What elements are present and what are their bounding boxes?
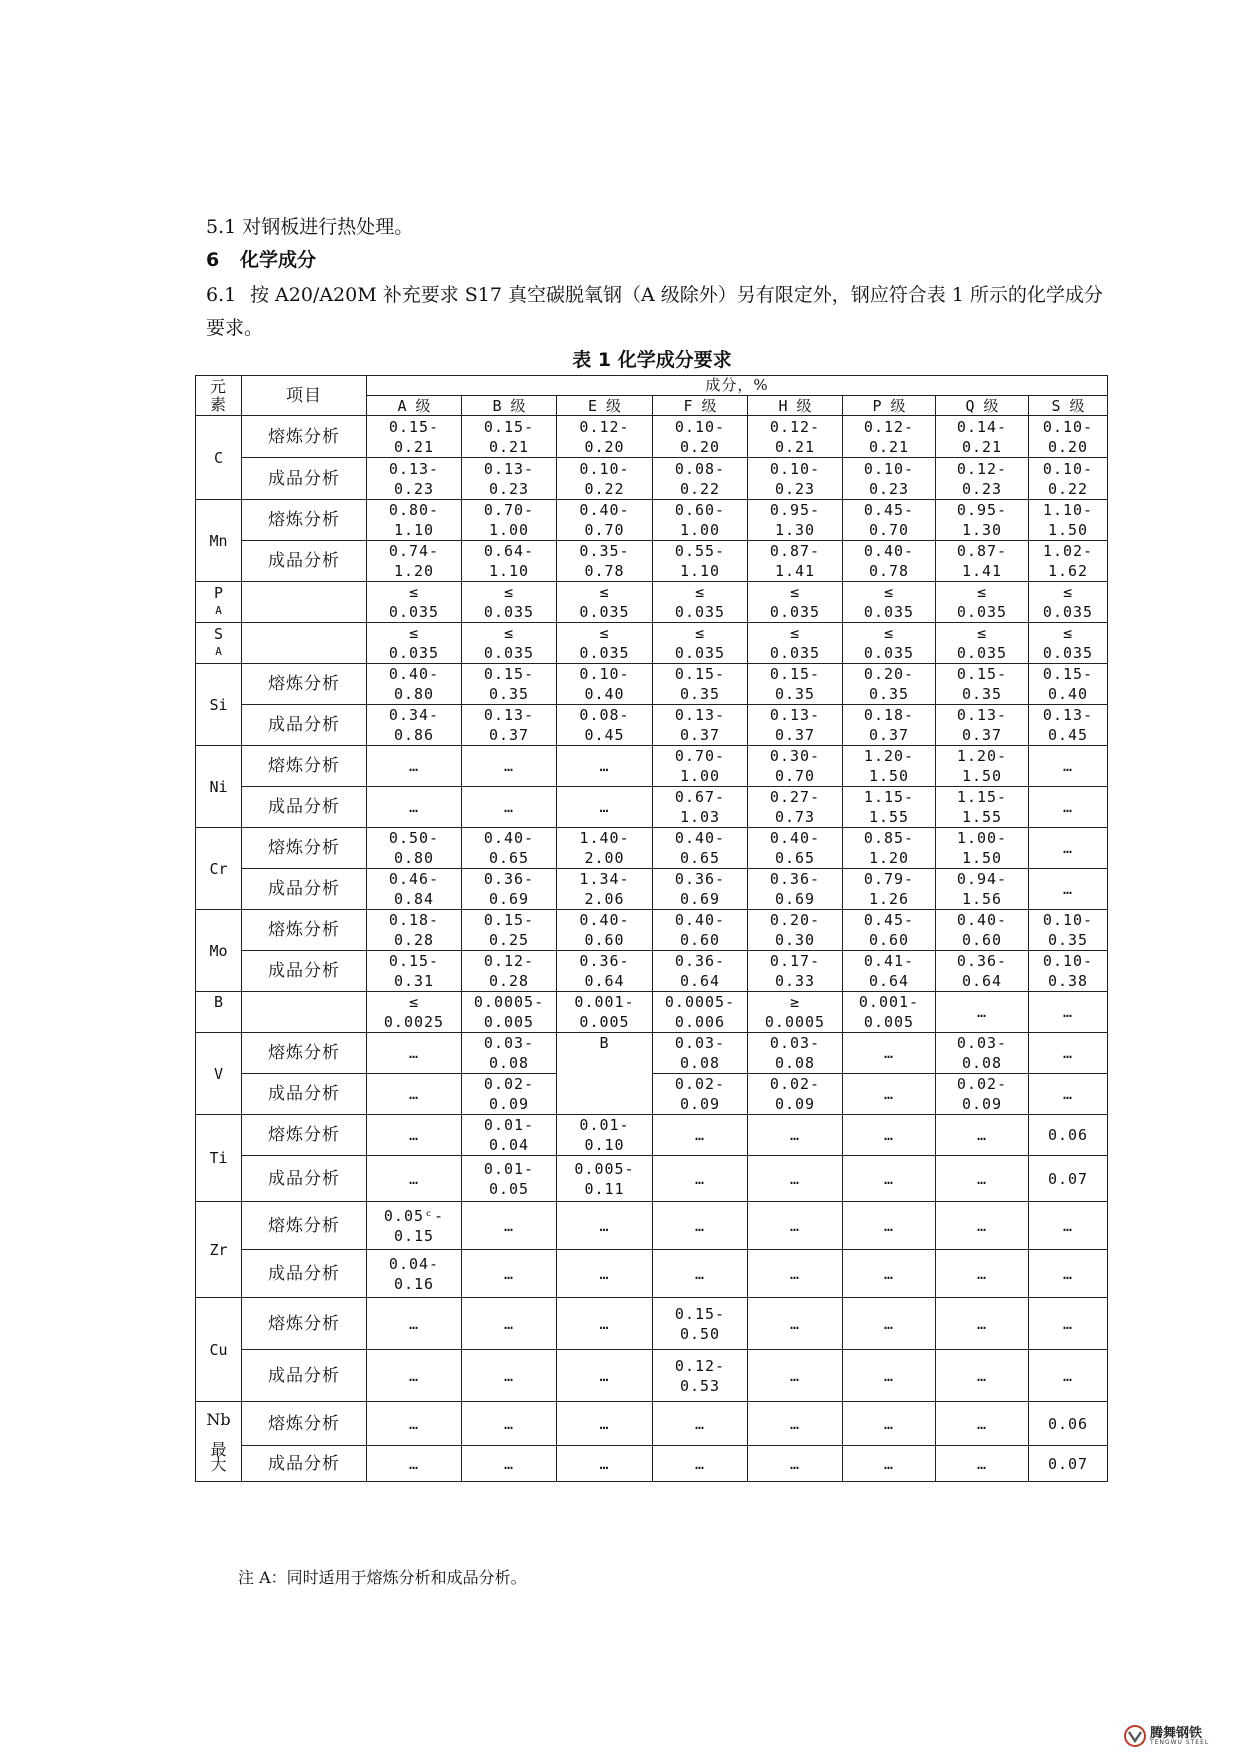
table-row bbox=[196, 992, 1108, 1033]
composition-value: 0.95- 1.30 bbox=[748, 500, 843, 541]
paragraph-6-1 bbox=[206, 279, 1106, 345]
composition-value: 0.005- 0.11 bbox=[557, 1156, 653, 1202]
paragraph-text: 按 A20/A20M 补充要求 S17 真空碳脱氧钢（A 级除外）另有限定外，钢应符合表 1 所示的化学成分要求。 bbox=[206, 284, 1103, 339]
composition-value: … bbox=[748, 1250, 843, 1298]
product-analysis-label: 成品分析 bbox=[242, 1350, 367, 1402]
composition-value: 0.41- 0.64 bbox=[843, 951, 936, 992]
composition-value: 0.12- 0.21 bbox=[748, 416, 843, 458]
composition-value: … bbox=[1029, 746, 1108, 787]
heat-analysis-label: 熔炼分析 bbox=[242, 1202, 367, 1250]
composition-value: … bbox=[748, 1446, 843, 1482]
composition-value: 0.15- 0.25 bbox=[462, 910, 557, 951]
composition-value: 0.02- 0.09 bbox=[462, 1074, 557, 1115]
composition-value: 0.79- 1.26 bbox=[843, 869, 936, 910]
composition-value: ≤ 0.035 bbox=[367, 623, 462, 664]
table-row bbox=[196, 1033, 1108, 1074]
element-symbol: Zr bbox=[196, 1202, 242, 1298]
composition-value: … bbox=[936, 1446, 1029, 1482]
section-title: 化学成分 bbox=[240, 249, 317, 271]
composition-value: … bbox=[843, 1402, 936, 1446]
composition-value: 0.08- 0.45 bbox=[557, 705, 653, 746]
composition-value: 0.01- 0.10 bbox=[557, 1115, 653, 1156]
element-symbol: Cu bbox=[196, 1298, 242, 1402]
composition-value: 0.001- 0.005 bbox=[843, 992, 936, 1033]
composition-value: … bbox=[367, 1033, 462, 1074]
composition-value: … bbox=[748, 1156, 843, 1202]
composition-value: 0.13- 0.37 bbox=[748, 705, 843, 746]
element-symbol: B bbox=[196, 992, 242, 1033]
composition-value: 0.40- 0.80 bbox=[367, 664, 462, 705]
header-grade: F 级 bbox=[653, 396, 748, 416]
composition-value: 0.15- 0.35 bbox=[936, 664, 1029, 705]
heat-analysis-label: 熔炼分析 bbox=[242, 416, 367, 458]
composition-value: 0.55- 1.10 bbox=[653, 541, 748, 582]
composition-value: 0.40- 0.60 bbox=[653, 910, 748, 951]
composition-value: 0.10- 0.23 bbox=[748, 458, 843, 500]
composition-value: … bbox=[462, 1402, 557, 1446]
composition-value: 0.10- 0.22 bbox=[557, 458, 653, 500]
composition-value: 0.15- 0.21 bbox=[462, 416, 557, 458]
table-header bbox=[196, 376, 1108, 416]
composition-value: 0.30- 0.70 bbox=[748, 746, 843, 787]
composition-value: 0.13- 0.23 bbox=[367, 458, 462, 500]
composition-value: 0.60- 1.00 bbox=[653, 500, 748, 541]
composition-value: … bbox=[843, 1250, 936, 1298]
product-analysis-label: 成品分析 bbox=[242, 705, 367, 746]
logo-chinese-name: 腾舞钢铁 bbox=[1150, 1725, 1203, 1741]
composition-value: B bbox=[557, 1033, 653, 1115]
heat-analysis-label: 熔炼分析 bbox=[242, 910, 367, 951]
composition-value: … bbox=[936, 1156, 1029, 1202]
composition-value: 0.12- 0.53 bbox=[653, 1350, 748, 1402]
composition-value: ≤ 0.035 bbox=[843, 582, 936, 623]
composition-value: 0.36- 0.69 bbox=[748, 869, 843, 910]
composition-value: 0.70- 1.00 bbox=[462, 500, 557, 541]
composition-value: 0.45- 0.70 bbox=[843, 500, 936, 541]
composition-value: 0.36- 0.69 bbox=[653, 869, 748, 910]
table-row bbox=[196, 746, 1108, 787]
product-analysis-label: 成品分析 bbox=[242, 1156, 367, 1202]
composition-value: 0.06 bbox=[1029, 1115, 1108, 1156]
header-composition: 成分，% bbox=[367, 376, 1108, 396]
composition-value: … bbox=[367, 1446, 462, 1482]
composition-value: 0.04- 0.16 bbox=[367, 1250, 462, 1298]
element-symbol: Cr bbox=[196, 828, 242, 910]
composition-value: … bbox=[557, 1202, 653, 1250]
table-row bbox=[196, 623, 1108, 664]
header-grade: E 级 bbox=[557, 396, 653, 416]
composition-value: … bbox=[462, 1298, 557, 1350]
composition-value: … bbox=[843, 1446, 936, 1482]
composition-value: ≤ 0.035 bbox=[653, 582, 748, 623]
composition-value: … bbox=[748, 1202, 843, 1250]
composition-value: 0.35- 0.78 bbox=[557, 541, 653, 582]
footnote-marker: A bbox=[215, 604, 222, 617]
header-grade: Q 级 bbox=[936, 396, 1029, 416]
composition-value: … bbox=[748, 1402, 843, 1446]
product-analysis-label: 成品分析 bbox=[242, 951, 367, 992]
heat-analysis-label: 熔炼分析 bbox=[242, 746, 367, 787]
composition-value: … bbox=[936, 1298, 1029, 1350]
composition-value: 0.10- 0.22 bbox=[1029, 458, 1108, 500]
composition-value: … bbox=[653, 1115, 748, 1156]
table-row bbox=[196, 416, 1108, 458]
composition-value: … bbox=[936, 1202, 1029, 1250]
composition-value: … bbox=[748, 1298, 843, 1350]
composition-value: 1.20- 1.50 bbox=[936, 746, 1029, 787]
composition-value: … bbox=[843, 1350, 936, 1402]
composition-value: ≤ 0.035 bbox=[557, 582, 653, 623]
header-grade: S 级 bbox=[1029, 396, 1108, 416]
composition-value: … bbox=[936, 1115, 1029, 1156]
composition-value: … bbox=[1029, 787, 1108, 828]
composition-value: 0.13- 0.37 bbox=[653, 705, 748, 746]
element-symbol: C bbox=[196, 416, 242, 500]
composition-value: … bbox=[367, 1402, 462, 1446]
composition-value: … bbox=[653, 1156, 748, 1202]
element-symbol: Nb 最 大 bbox=[196, 1402, 242, 1482]
composition-value: 0.03- 0.08 bbox=[653, 1033, 748, 1074]
composition-value: 0.02- 0.09 bbox=[653, 1074, 748, 1115]
composition-value: … bbox=[462, 1446, 557, 1482]
composition-value: … bbox=[1029, 1033, 1108, 1074]
product-analysis-label: 成品分析 bbox=[242, 1250, 367, 1298]
composition-value: … bbox=[367, 1156, 462, 1202]
composition-value: 0.74- 1.20 bbox=[367, 541, 462, 582]
composition-value: … bbox=[367, 1074, 462, 1115]
header-grade: B 级 bbox=[462, 396, 557, 416]
paragraph-5-1: 5.1 对钢板进行热处理。 bbox=[206, 216, 414, 238]
table-row bbox=[196, 787, 1108, 828]
composition-value: … bbox=[557, 1350, 653, 1402]
composition-value: 0.34- 0.86 bbox=[367, 705, 462, 746]
table-row bbox=[196, 458, 1108, 500]
composition-value: 0.20- 0.30 bbox=[748, 910, 843, 951]
composition-value: … bbox=[748, 1350, 843, 1402]
composition-value: … bbox=[557, 746, 653, 787]
heat-analysis-label: 熔炼分析 bbox=[242, 1033, 367, 1074]
table-row bbox=[196, 1402, 1108, 1446]
composition-value: 0.87- 1.41 bbox=[748, 541, 843, 582]
composition-value: 0.15- 0.21 bbox=[367, 416, 462, 458]
element-symbol: Ni bbox=[196, 746, 242, 828]
table-row bbox=[196, 1350, 1108, 1402]
composition-value: 0.05ᶜ- 0.15 bbox=[367, 1202, 462, 1250]
element-symbol: Mn bbox=[196, 500, 242, 582]
composition-value: 0.10- 0.38 bbox=[1029, 951, 1108, 992]
composition-value: … bbox=[936, 992, 1029, 1033]
heat-analysis-label: 熔炼分析 bbox=[242, 1402, 367, 1446]
table-note: 注 A：同时适用于熔炼分析和成品分析。 bbox=[238, 1568, 527, 1587]
composition-value: 1.15- 1.55 bbox=[843, 787, 936, 828]
composition-value: 0.02- 0.09 bbox=[748, 1074, 843, 1115]
product-analysis-label: 成品分析 bbox=[242, 1074, 367, 1115]
table-row bbox=[196, 705, 1108, 746]
composition-value: 0.03- 0.08 bbox=[936, 1033, 1029, 1074]
composition-value: 0.01- 0.05 bbox=[462, 1156, 557, 1202]
table-row bbox=[196, 664, 1108, 705]
heat-analysis-label: 熔炼分析 bbox=[242, 1115, 367, 1156]
composition-value: 0.27- 0.73 bbox=[748, 787, 843, 828]
composition-value: 0.13- 0.37 bbox=[936, 705, 1029, 746]
composition-value: … bbox=[1029, 1250, 1108, 1298]
composition-value: 0.40- 0.60 bbox=[557, 910, 653, 951]
composition-value: 0.18- 0.37 bbox=[843, 705, 936, 746]
table-row bbox=[196, 828, 1108, 869]
composition-value: … bbox=[462, 1202, 557, 1250]
composition-value: … bbox=[936, 1350, 1029, 1402]
composition-value: 0.85- 1.20 bbox=[843, 828, 936, 869]
composition-value: 0.40- 0.65 bbox=[748, 828, 843, 869]
composition-value: 0.45- 0.60 bbox=[843, 910, 936, 951]
composition-value: … bbox=[1029, 1298, 1108, 1350]
composition-value: … bbox=[557, 1446, 653, 1482]
composition-value: ≤ 0.035 bbox=[367, 582, 462, 623]
element-symbol: Si bbox=[196, 664, 242, 746]
product-analysis-label: 成品分析 bbox=[242, 458, 367, 500]
element-symbol: P A bbox=[196, 582, 242, 623]
composition-value: 0.15- 0.35 bbox=[748, 664, 843, 705]
composition-value: 0.10- 0.20 bbox=[653, 416, 748, 458]
composition-value: 1.20- 1.50 bbox=[843, 746, 936, 787]
composition-value: ≤ 0.035 bbox=[748, 623, 843, 664]
composition-value: … bbox=[1029, 992, 1108, 1033]
composition-value: 0.12- 0.23 bbox=[936, 458, 1029, 500]
composition-value: 0.17- 0.33 bbox=[748, 951, 843, 992]
composition-value: ≤ 0.035 bbox=[462, 623, 557, 664]
composition-value: 0.03- 0.08 bbox=[462, 1033, 557, 1074]
composition-value: 0.06 bbox=[1029, 1402, 1108, 1446]
item-empty bbox=[242, 623, 367, 664]
composition-value: ≤ 0.035 bbox=[843, 623, 936, 664]
section-number: 6 bbox=[206, 249, 220, 271]
composition-value: 0.12- 0.28 bbox=[462, 951, 557, 992]
composition-value: … bbox=[1029, 1074, 1108, 1115]
logo-english-name: TENGWU STEEL bbox=[1150, 1738, 1210, 1746]
composition-value: 0.40- 0.70 bbox=[557, 500, 653, 541]
logo-mark-icon bbox=[1124, 1725, 1146, 1747]
item-empty bbox=[242, 582, 367, 623]
composition-value: 0.15- 0.35 bbox=[653, 664, 748, 705]
composition-value: … bbox=[557, 1250, 653, 1298]
composition-value: 0.13- 0.45 bbox=[1029, 705, 1108, 746]
composition-value: 0.02- 0.09 bbox=[936, 1074, 1029, 1115]
composition-value: 0.40- 0.65 bbox=[653, 828, 748, 869]
composition-value: … bbox=[367, 1350, 462, 1402]
composition-value: 0.36- 0.69 bbox=[462, 869, 557, 910]
composition-value: 0.0005- 0.005 bbox=[462, 992, 557, 1033]
composition-value: … bbox=[653, 1202, 748, 1250]
composition-value: 0.08- 0.22 bbox=[653, 458, 748, 500]
composition-value: 0.46- 0.84 bbox=[367, 869, 462, 910]
composition-value: ≤ 0.035 bbox=[1029, 623, 1108, 664]
composition-value: 0.10- 0.23 bbox=[843, 458, 936, 500]
composition-value: 0.18- 0.28 bbox=[367, 910, 462, 951]
composition-value: 1.02- 1.62 bbox=[1029, 541, 1108, 582]
composition-value: 1.00- 1.50 bbox=[936, 828, 1029, 869]
element-symbol: Ti bbox=[196, 1115, 242, 1202]
table-row bbox=[196, 869, 1108, 910]
heat-analysis-label: 熔炼分析 bbox=[242, 828, 367, 869]
header-item: 项目 bbox=[242, 376, 367, 416]
composition-value: 0.95- 1.30 bbox=[936, 500, 1029, 541]
section-heading-6 bbox=[206, 244, 316, 277]
composition-value: … bbox=[748, 1115, 843, 1156]
composition-value: … bbox=[462, 787, 557, 828]
composition-value: … bbox=[843, 1033, 936, 1074]
composition-value: 0.15- 0.35 bbox=[462, 664, 557, 705]
table-row bbox=[196, 1156, 1108, 1202]
table-row bbox=[196, 1202, 1108, 1250]
composition-value: … bbox=[843, 1115, 936, 1156]
heat-analysis-label: 熔炼分析 bbox=[242, 664, 367, 705]
composition-value: 0.87- 1.41 bbox=[936, 541, 1029, 582]
element-symbol: Mo bbox=[196, 910, 242, 992]
table-row bbox=[196, 1250, 1108, 1298]
table-row bbox=[196, 500, 1108, 541]
footnote-marker: A bbox=[215, 645, 222, 658]
composition-value: ≤ 0.035 bbox=[936, 582, 1029, 623]
header-grade: H 级 bbox=[748, 396, 843, 416]
heat-analysis-label: 熔炼分析 bbox=[242, 500, 367, 541]
paragraph-number: 6.1 bbox=[206, 284, 237, 306]
composition-value: … bbox=[843, 1074, 936, 1115]
composition-value: 0.64- 1.10 bbox=[462, 541, 557, 582]
composition-value: 0.40- 0.78 bbox=[843, 541, 936, 582]
composition-value: … bbox=[462, 1350, 557, 1402]
composition-value: … bbox=[367, 1298, 462, 1350]
product-analysis-label: 成品分析 bbox=[242, 541, 367, 582]
composition-value: … bbox=[557, 787, 653, 828]
composition-value: 0.14- 0.21 bbox=[936, 416, 1029, 458]
table-row bbox=[196, 951, 1108, 992]
table-row bbox=[196, 582, 1108, 623]
composition-value: 1.10- 1.50 bbox=[1029, 500, 1108, 541]
composition-value: 0.36- 0.64 bbox=[557, 951, 653, 992]
element-symbol: S A bbox=[196, 623, 242, 664]
composition-value: … bbox=[1029, 1350, 1108, 1402]
composition-value: … bbox=[936, 1402, 1029, 1446]
company-logo bbox=[1124, 1722, 1230, 1750]
composition-value: … bbox=[367, 1115, 462, 1156]
composition-value: ≤ 0.0025 bbox=[367, 992, 462, 1033]
composition-value: 0.13- 0.23 bbox=[462, 458, 557, 500]
composition-value: 0.36- 0.64 bbox=[653, 951, 748, 992]
product-analysis-label: 成品分析 bbox=[242, 869, 367, 910]
composition-value: … bbox=[843, 1298, 936, 1350]
composition-value: ≤ 0.035 bbox=[748, 582, 843, 623]
table-row bbox=[196, 1115, 1108, 1156]
table-row bbox=[196, 541, 1108, 582]
table-row bbox=[196, 910, 1108, 951]
composition-value: ≤ 0.035 bbox=[936, 623, 1029, 664]
composition-value: … bbox=[557, 1298, 653, 1350]
item-empty bbox=[242, 992, 367, 1033]
composition-value: 0.0005- 0.006 bbox=[653, 992, 748, 1033]
composition-value: 0.20- 0.35 bbox=[843, 664, 936, 705]
table-row bbox=[196, 1446, 1108, 1482]
composition-value: ≥ 0.0005 bbox=[748, 992, 843, 1033]
composition-value: 0.12- 0.21 bbox=[843, 416, 936, 458]
composition-value: … bbox=[1029, 869, 1108, 910]
composition-value: … bbox=[462, 1250, 557, 1298]
composition-value: ≤ 0.035 bbox=[462, 582, 557, 623]
table-caption: 表 1 化学成分要求 bbox=[572, 349, 732, 371]
composition-value: 0.15- 0.40 bbox=[1029, 664, 1108, 705]
composition-value: … bbox=[557, 1402, 653, 1446]
heat-analysis-label: 熔炼分析 bbox=[242, 1298, 367, 1350]
chemical-composition-table bbox=[195, 375, 1108, 1482]
composition-value: … bbox=[653, 1402, 748, 1446]
composition-value: 1.34- 2.06 bbox=[557, 869, 653, 910]
composition-value: … bbox=[1029, 828, 1108, 869]
composition-value: 0.40- 0.65 bbox=[462, 828, 557, 869]
composition-value: 0.03- 0.08 bbox=[748, 1033, 843, 1074]
composition-value: ≤ 0.035 bbox=[653, 623, 748, 664]
header-grade: A 级 bbox=[367, 396, 462, 416]
composition-value: 0.07 bbox=[1029, 1156, 1108, 1202]
composition-value: 0.01- 0.04 bbox=[462, 1115, 557, 1156]
product-analysis-label: 成品分析 bbox=[242, 787, 367, 828]
composition-value: 0.001- 0.005 bbox=[557, 992, 653, 1033]
composition-value: … bbox=[367, 787, 462, 828]
composition-value: 0.40- 0.60 bbox=[936, 910, 1029, 951]
composition-value: ≤ 0.035 bbox=[1029, 582, 1108, 623]
table-row bbox=[196, 1298, 1108, 1350]
composition-value: 1.15- 1.55 bbox=[936, 787, 1029, 828]
composition-value: 0.10- 0.20 bbox=[1029, 416, 1108, 458]
composition-value: 0.15- 0.50 bbox=[653, 1298, 748, 1350]
product-analysis-label: 成品分析 bbox=[242, 1446, 367, 1482]
composition-value: … bbox=[843, 1156, 936, 1202]
composition-value: … bbox=[936, 1250, 1029, 1298]
composition-value: ≤ 0.035 bbox=[557, 623, 653, 664]
composition-value: 0.36- 0.64 bbox=[936, 951, 1029, 992]
composition-value: 0.67- 1.03 bbox=[653, 787, 748, 828]
composition-value: … bbox=[1029, 1202, 1108, 1250]
composition-value: … bbox=[843, 1202, 936, 1250]
composition-value: … bbox=[462, 746, 557, 787]
composition-value: 0.94- 1.56 bbox=[936, 869, 1029, 910]
composition-value: 1.40- 2.00 bbox=[557, 828, 653, 869]
composition-value: 0.10- 0.40 bbox=[557, 664, 653, 705]
element-symbol: V bbox=[196, 1033, 242, 1115]
composition-value: … bbox=[653, 1250, 748, 1298]
header-element: 元 素 bbox=[196, 376, 242, 416]
header-grade: P 级 bbox=[843, 396, 936, 416]
composition-value: … bbox=[653, 1446, 748, 1482]
composition-value: 0.15- 0.31 bbox=[367, 951, 462, 992]
composition-value: 0.12- 0.20 bbox=[557, 416, 653, 458]
composition-value: 0.10- 0.35 bbox=[1029, 910, 1108, 951]
composition-value: 0.80- 1.10 bbox=[367, 500, 462, 541]
composition-value: 0.07 bbox=[1029, 1446, 1108, 1482]
composition-value: 0.70- 1.00 bbox=[653, 746, 748, 787]
composition-value: … bbox=[367, 746, 462, 787]
composition-value: 0.13- 0.37 bbox=[462, 705, 557, 746]
composition-value: 0.50- 0.80 bbox=[367, 828, 462, 869]
